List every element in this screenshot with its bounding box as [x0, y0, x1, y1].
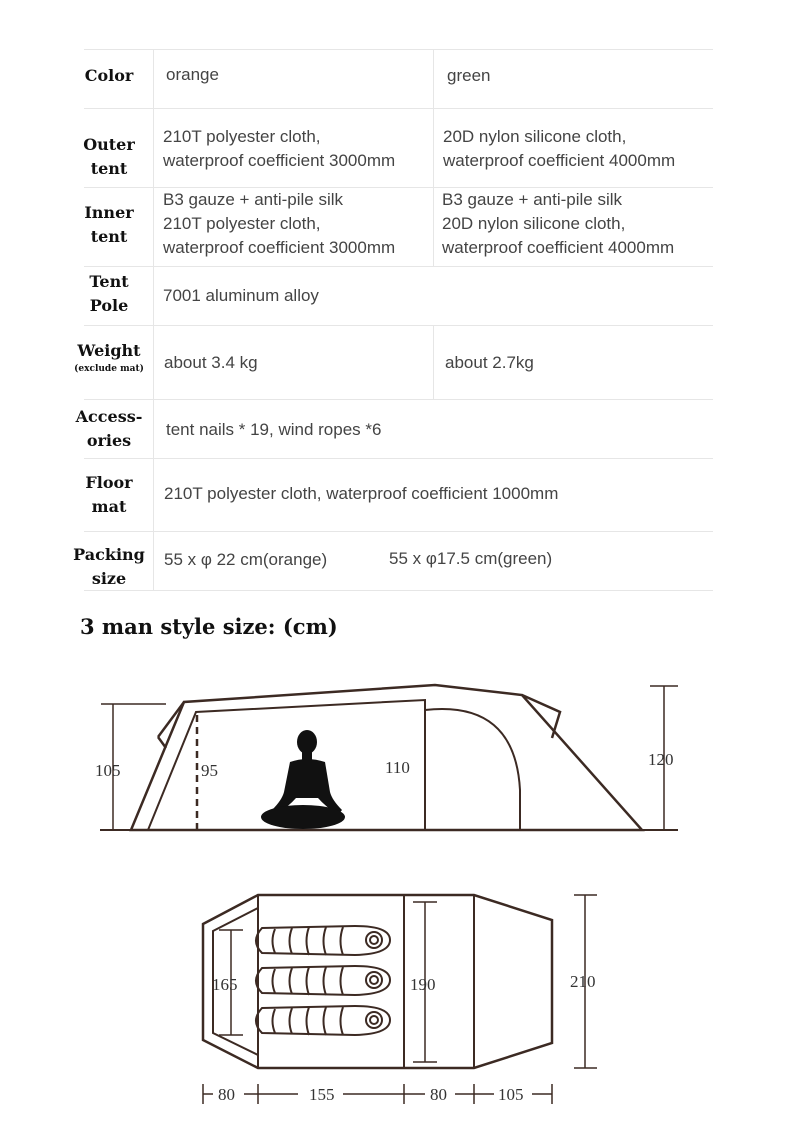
- sleeping-bag: [256, 926, 390, 955]
- sleeping-bag: [256, 1006, 390, 1035]
- inner-tent-green-line2: 20D nylon silicone cloth,: [442, 214, 626, 233]
- weight-orange: about 3.4 kg: [164, 353, 258, 372]
- row-label-accessories: Access- ories: [75, 407, 143, 450]
- row-label-packing-size: Packing size: [73, 545, 145, 588]
- color-orange: orange: [166, 65, 219, 84]
- side-height-left: 105: [95, 761, 121, 780]
- row-label-color: Color: [84, 66, 134, 85]
- top-length-mid: 80: [430, 1085, 447, 1104]
- sleeping-bags: [256, 926, 390, 1035]
- sleeping-bag: [256, 966, 390, 995]
- outer-tent-orange-line1: 210T polyester cloth,: [163, 127, 321, 146]
- outer-tent-green-line2: waterproof coefficient 4000mm: [443, 151, 676, 170]
- row-label-inner-tent: Inner tent: [84, 203, 134, 246]
- color-green: green: [447, 66, 491, 85]
- tent-front-flap: [158, 737, 166, 748]
- floor-mat-value: 210T polyester cloth, waterproof coefficient 1000mm: [164, 484, 559, 503]
- inner-tent-orange-line3: waterproof coefficient 3000mm: [163, 238, 396, 257]
- inner-tent-orange-line1: B3 gauze + anti-pile silk: [163, 190, 344, 209]
- top-length-inner: 155: [309, 1085, 335, 1104]
- side-height-mid: 110: [385, 758, 410, 777]
- packing-size-green: 55 x φ17.5 cm(green): [389, 549, 553, 568]
- weight-green: about 2.7kg: [445, 353, 534, 372]
- accessories-value: tent nails * 19, wind ropes *6: [166, 420, 382, 439]
- diagram-title: 3 man style size: (cm): [80, 614, 338, 639]
- person-silhouette: [261, 730, 345, 829]
- inner-tent-orange-line2: 210T polyester cloth,: [163, 214, 321, 233]
- tent-pole-value: 7001 aluminum alloy: [163, 286, 319, 305]
- inner-tent-green-line1: B3 gauze + anti-pile silk: [442, 190, 623, 209]
- side-height-right: 120: [648, 750, 674, 769]
- row-label-tent-pole: Tent Pole: [89, 272, 129, 315]
- inner-tent-green-line3: waterproof coefficient 4000mm: [442, 238, 675, 257]
- outer-tent-orange-line2: waterproof coefficient 3000mm: [163, 151, 396, 170]
- side-height-inner: 95: [201, 761, 218, 780]
- row-label-floor-mat: Floor mat: [85, 473, 133, 516]
- packing-size-orange: 55 x φ 22 cm(orange): [164, 550, 328, 569]
- row-label-outer-tent: Outer tent: [83, 135, 135, 178]
- top-length-vestibule: 80: [218, 1085, 235, 1104]
- rear-door-outline: [425, 709, 520, 830]
- top-length-rear: 105: [498, 1085, 524, 1104]
- top-width-mid: 190: [410, 975, 436, 994]
- top-view-diagram: [203, 895, 597, 1104]
- row-label-weight: Weight (exclude mat): [74, 341, 144, 374]
- top-width-inner: 165: [212, 975, 238, 994]
- outer-tent-green-line1: 20D nylon silicone cloth,: [443, 127, 627, 146]
- top-width-outer: 210: [570, 972, 596, 991]
